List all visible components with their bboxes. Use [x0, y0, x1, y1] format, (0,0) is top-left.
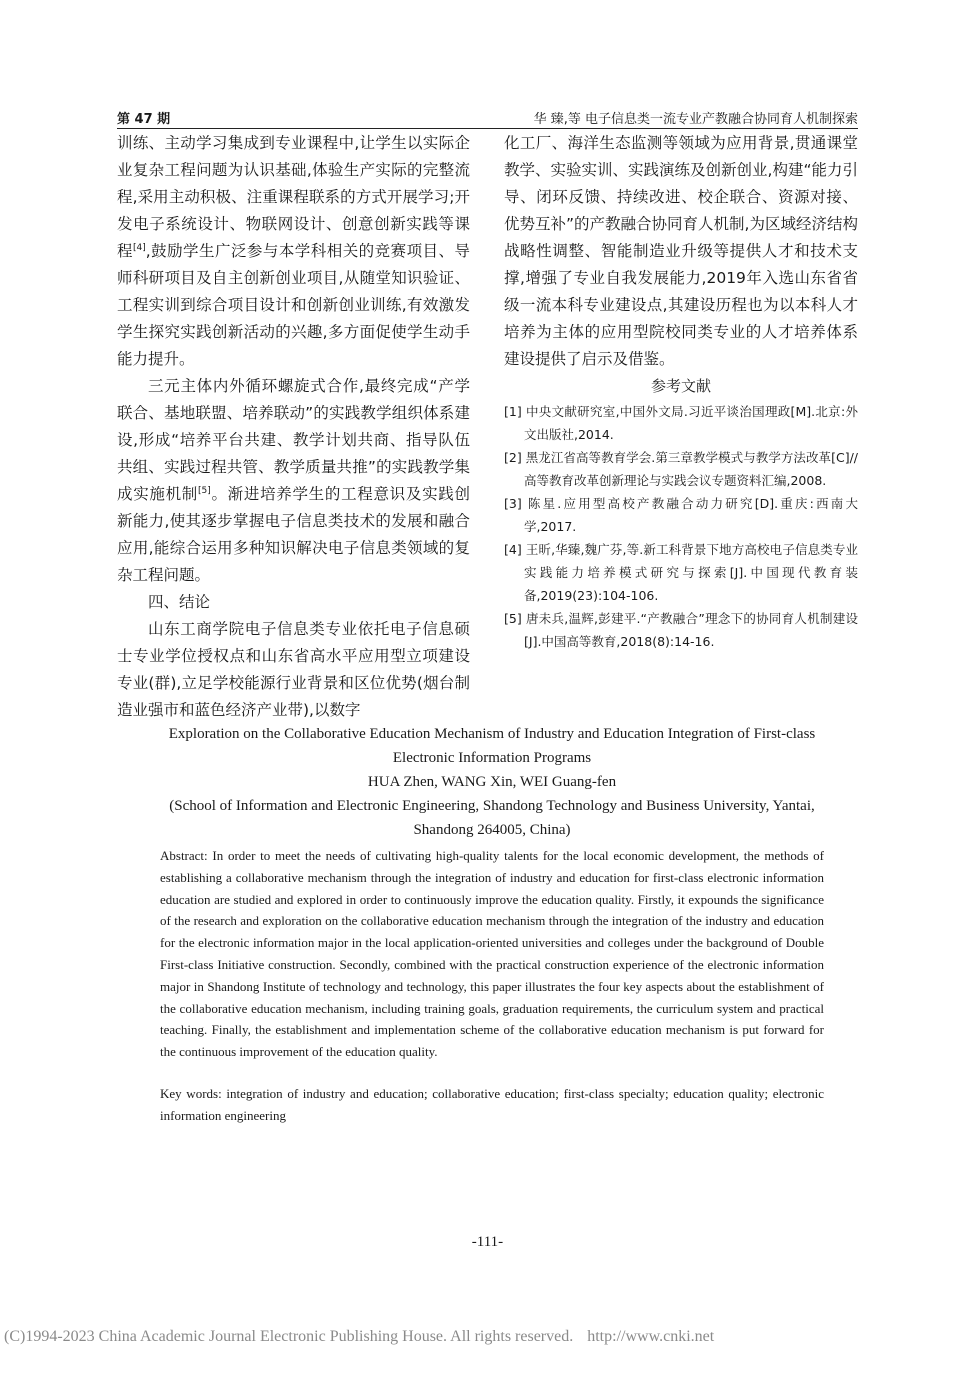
- copyright-text: (C)1994-2023 China Academic Journal Electronic Publishing House. All rights reserved.: [4, 1328, 574, 1345]
- paragraph: 化工厂、海洋生态监测等领域为应用背景,贯通课堂教学、实验实训、实践演练及创新创业,构建“能力引导、闭环反馈、持续改进、校企联合、资源对接、优势互补”的产教融合协同育人机制,为区域经济结构战略性调整、智能制造业升级等提供人才和技术支撑,增强了专业自我发展能力,2019年入选山东省省级一流本科专业建设点,其建设历程也为以本科人才培养为主体的应用型院校同类专业的人才培养体系建设提供了启示及借鉴。: [504, 134, 858, 368]
- keywords-text: integration of industry and education; collaborative education; first-class specialty; education quality; electronic information engineering: [160, 1086, 825, 1123]
- paragraph: [117, 373, 470, 589]
- section-heading: 四、结论: [148, 593, 211, 611]
- english-authors: HUA Zhen, WANG Xin, WEI Guang-fen: [367, 774, 617, 790]
- citation: [5]: [198, 485, 211, 496]
- english-abstract: [160, 845, 824, 1063]
- reference-item: [1] 中央文献研究室,中国外文局.习近平谈治国理政[M].北京:外文出版社,2014.: [504, 404, 858, 442]
- paragraph-text: 训练、主动学习集成到专业课程中,让学生以实际企业复杂工程问题为认识基础,体验生产实际的完整流程,采用主动积极、注重课程联系的方式开展学习;开发电子系统设计、物联网设计、创意创新实践等课程: [117, 134, 470, 260]
- page-number: -111-: [471, 1234, 504, 1250]
- running-title: 华 臻,等 电子信息类一流专业产教融合协同育人机制探索: [533, 112, 858, 127]
- reference-item: [5] 唐未兵,温辉,彭建平.“产教融合”理念下的协同育人机制建设[J].中国高等教育,2018(8):14-16.: [504, 611, 858, 649]
- english-affiliation: (School of Information and Electronic Engineering, Shandong Technology and Business University, Yantai, Shandong 264005, China): [169, 798, 815, 838]
- citation: [4]: [132, 242, 146, 253]
- paragraph-text: 三元主体内外循环螺旋式合作,最终完成“产学联合、基地联盟、培养联动”的实践教学组织体系建设,形成“培养平台共建、教学计划共商、指导队伍共组、实践过程共管、教学质量共推”的实践教学集成实施机制: [117, 377, 470, 503]
- issue-number: 第 47 期: [117, 112, 171, 127]
- running-header: [117, 106, 858, 129]
- reference-item: [3] 陈星.应用型高校产教融合动力研究[D].重庆:西南大学,2017.: [504, 496, 858, 534]
- footer-url[interactable]: http://www.cnki.net: [587, 1328, 715, 1345]
- copyright-footer: [4, 1328, 714, 1346]
- abstract-label: Abstract:: [160, 848, 208, 863]
- abstract-text: In order to meet the needs of cultivating high-quality talents for the local economic development, the methods of establishing a collaborative mechanism through the integration of industry and education for first-class electronic information education are studied and explored in order to continuously improve the education quality. Firstly, it expounds the significance of the research and exploration on the collaborative education mechanism through the integration of the industry and education for the electronic information major in the local application-oriented universities and colleges under the background of Double First-class Initiative construction. Secondly, combined with the practical construction experience of the electronic information major in Shandong Institute of technology and technology, this paper illustrates the four key aspects about the establishment of the collaborative education mechanism, including training goals, graduation requirements, the curriculum system and practical teaching. Finally, the establishment and implementation scheme of the collaborative education mechanism is put forward for the continuous improvement of the education quality.: [160, 848, 824, 1060]
- paragraph: [117, 130, 470, 373]
- references-title: 参考文献: [650, 377, 711, 395]
- paragraph: 山东工商学院电子信息类专业依托电子信息硕士专业学位授权点和山东省高水平应用型立项建设专业(群),立足学校能源行业背景和区位优势(烟台制造业强市和蓝色经济产业带),以数字: [117, 620, 470, 719]
- english-keywords: [160, 1083, 824, 1127]
- keywords-label: Key words:: [160, 1086, 222, 1101]
- english-title: Exploration on the Collaborative Education Mechanism of Industry and Education Integration of First-class Electronic Information Programs: [168, 726, 816, 766]
- paragraph-text: ,鼓励学生广泛参与本学科相关的竞赛项目、导师科研项目及自主创新创业项目,从随堂知识验证、工程实训到综合项目设计和创新创业训练,有效激发学生探究实践创新活动的兴趣,多方面促使学生动手能力提升。: [117, 242, 470, 368]
- right-column: [504, 130, 858, 653]
- reference-item: [4] 王昕,华臻,魏广芬,等.新工科背景下地方高校电子信息类专业实践能力培养模式研究与探索[J].中国现代教育装备,2019(23):104-106.: [504, 542, 858, 603]
- left-column: [117, 130, 470, 724]
- reference-item: [2] 黑龙江省高等教育学会.第三章教学模式与教学方法改革[C]//高等教育改革创新理论与实践会议专题资料汇编,2008.: [504, 450, 858, 488]
- paragraph-text: 。渐进培养学生的工程意识及实践创新能力,使其逐步掌握电子信息类技术的发展和融合应用,能综合运用多种知识解决电子信息类领域的复杂工程问题。: [117, 485, 470, 584]
